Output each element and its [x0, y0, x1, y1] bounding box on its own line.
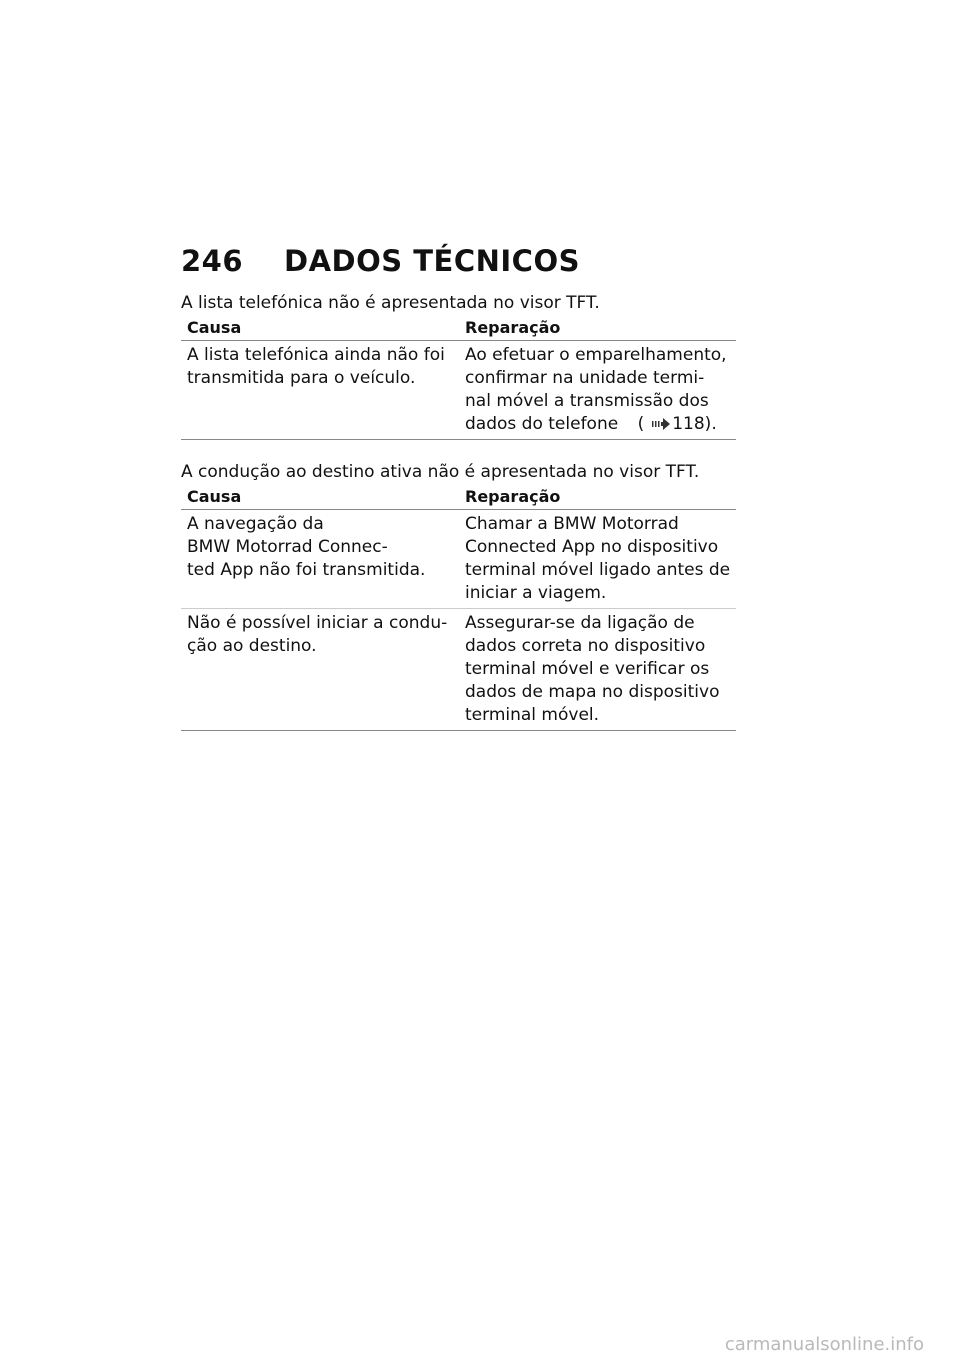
text-line: Não é possível iniciar a condu-: [187, 613, 448, 633]
table-row: [181, 609, 736, 731]
text-line: BMW Motorrad Connec-: [187, 537, 388, 557]
text-line: Ao efetuar o emparelhamento,: [465, 345, 727, 365]
text-line: Assegurar-se da ligação de: [465, 613, 695, 633]
cause-cell: [181, 612, 459, 727]
text-line: nal móvel a transmissão dos: [465, 391, 709, 411]
text-line: Connected App no dispositivo: [465, 537, 719, 557]
text-line: A navegação da: [187, 514, 324, 534]
column-header-cause: Causa: [187, 318, 242, 337]
text-line: terminal móvel ligado antes de: [465, 560, 731, 580]
page-title: DADOS TÉCNICOS: [284, 244, 580, 278]
page-reference-arrow-icon: [652, 418, 670, 430]
text-line: dados do telefone: [465, 414, 619, 434]
text-line: terminal móvel.: [465, 705, 600, 725]
watermark: carmanualsonline.info: [724, 1334, 924, 1355]
text-line: A lista telefónica ainda não foi: [187, 345, 445, 365]
text-line: Chamar a BMW Motorrad: [465, 514, 679, 534]
text-line: terminal móvel e verificar os: [465, 659, 710, 679]
cause-cell: [181, 513, 459, 605]
text-line: ted App não foi transmitida.: [187, 560, 426, 580]
repair-cell: [459, 513, 736, 605]
section-1-intro: A lista telefónica não é apresentada no visor TFT.: [181, 293, 600, 313]
text-line: dados correta no dispositivo: [465, 636, 706, 656]
text-line: ção ao destino.: [187, 636, 317, 656]
reference-page: 118).: [672, 414, 717, 434]
section-2-intro: A condução ao destino ativa não é apresentada no visor TFT.: [181, 462, 700, 482]
repair-cell: [459, 612, 736, 727]
page-number: 246: [181, 244, 244, 278]
table-header: [181, 484, 736, 510]
table-row: [181, 510, 736, 609]
table-header: [181, 315, 736, 341]
column-header-repair: Reparação: [465, 318, 561, 337]
reference-paren: (: [637, 414, 645, 434]
section-1-table: [181, 315, 736, 440]
text-line: iniciar a viagem.: [465, 583, 607, 603]
text-line-with-reference: [465, 413, 736, 436]
text-line: dados de mapa no dispositivo: [465, 682, 720, 702]
text-line: confirmar na unidade termi-: [465, 368, 705, 388]
column-header-cause: Causa: [187, 487, 242, 506]
text-line: transmitida para o veículo.: [187, 368, 416, 388]
table-row: [181, 341, 736, 440]
column-header-repair: Reparação: [465, 487, 561, 506]
cause-cell: [181, 344, 459, 436]
section-2-table: [181, 484, 736, 731]
page-header: [181, 244, 580, 278]
repair-cell: [459, 344, 736, 436]
